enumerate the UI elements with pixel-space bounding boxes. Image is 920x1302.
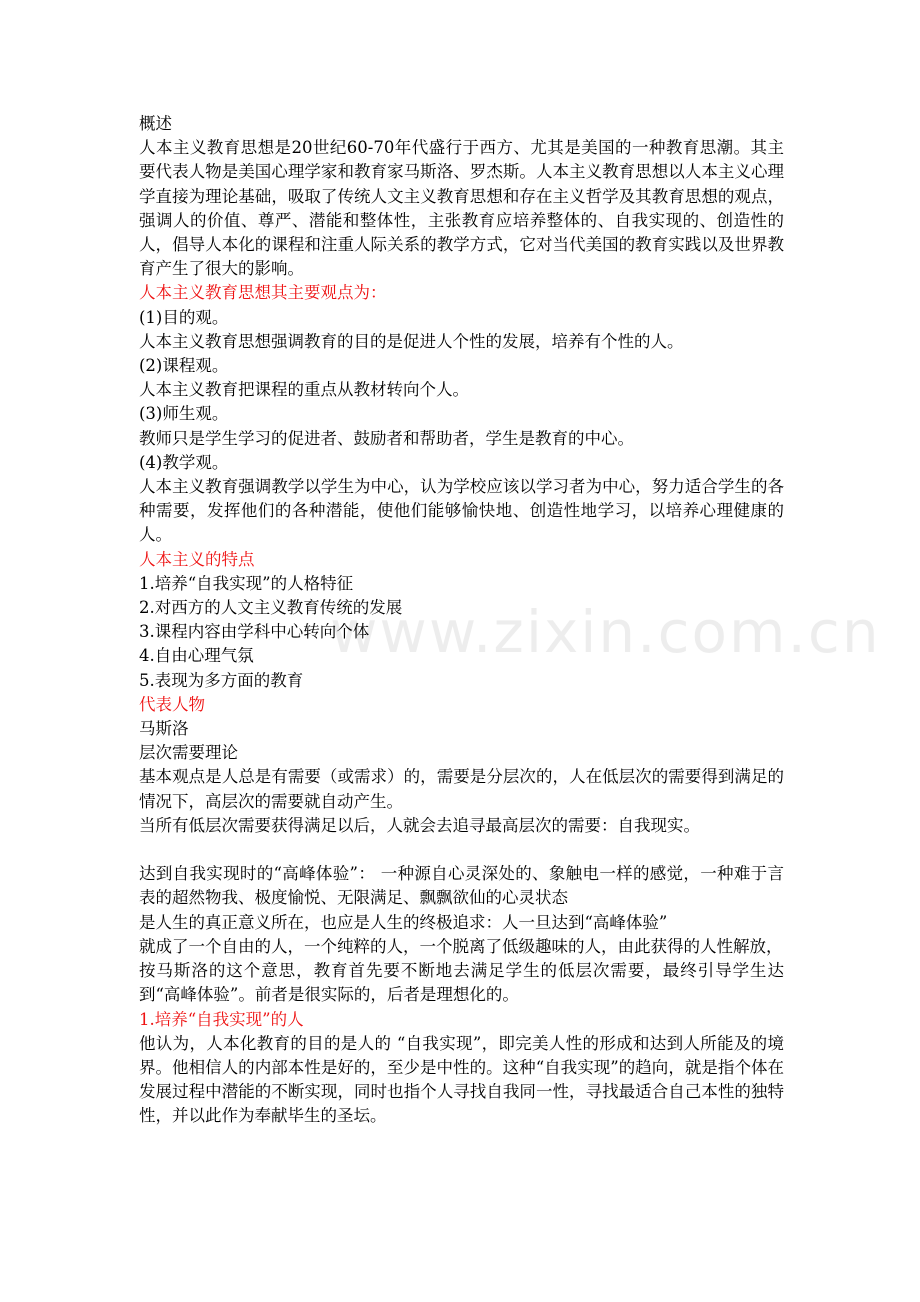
theory-paragraph: 当所有低层次需要获得满足以后，人就会去追寻最高层次的需要：自我现实。 [139,815,700,835]
watermark: www.zixin.com.cn [330,598,881,666]
view-label: (4)教学观。 [139,452,229,472]
section1-heading: 1.培养“自我实现”的人 [139,1009,304,1029]
feature-item: 1.培养“自我实现”的人格特征 [139,573,354,593]
feature-item: 5.表现为多方面的教育 [139,670,304,690]
figures-heading: 代表人物 [139,694,205,714]
feature-item: 2.对西方的人文主义教育传统的发展 [139,598,403,618]
views-heading: 人本主义教育思想其主要观点为： [139,283,387,303]
view-label: (1)目的观。 [139,307,229,327]
section1-body: 他认为，人本化教育的目的是人的 “自我实现”，即完美人性的形成和达到人所能及的境界。他相信人的内部本性是好的，至少是中性的。这种“自我实现”的趋向，就是指个体在发展过程中潜能的不断实现，同时也指个人寻找自我同一性，寻找最适合自己本性的独特性，并以此作为奉献毕生的圣坛。 [139,1033,784,1126]
blank-line [139,838,784,862]
peak-paragraph: 是人生的真正意义所在，也应是人生的终极追求：人一旦达到“高峰体验” [139,912,668,932]
theory-title: 层次需要理论 [139,743,238,763]
peak-paragraph: 达到自我实现时的“高峰体验”： 一种源自心灵深处的、象触电一样的感觉，一种难于言表的超然物我、极度愉悦、无限满足、飘飘欲仙的心灵状态 [139,864,784,908]
view-text: 教师只是学生学习的促进者、鼓励者和帮助者，学生是教育的中心。 [139,428,634,448]
theory-paragraph: 基本观点是人总是有需要（或需求）的，需要是分层次的，人在低层次的需要得到满足的情况下，高层次的需要就自动产生。 [139,767,784,811]
overview-heading: 概述 [139,114,172,133]
peak-paragraph: 就成了一个自由的人，一个纯粹的人，一个脱离了低级趣味的人，由此获得的人性解放， [139,936,783,956]
features-heading: 人本主义的特点 [139,549,255,569]
view-text: 人本主义教育把课程的重点从教材转向个人。 [139,380,469,400]
feature-item: 4.自由心理气氛 [139,646,254,666]
view-label: (2)课程观。 [139,356,229,376]
view-text: 人本主义教育强调教学以学生为中心，认为学校应该以学习者为中心，努力适合学生的各种需要，发挥他们的各种潜能，使他们能够愉快地、创造性地学习，以培养心理健康的人。 [139,477,784,545]
feature-item: 3.课程内容由学科中心转向个体 [139,622,370,642]
view-text: 人本主义教育思想强调教育的目的是促进人个性的发展，培养有个性的人。 [139,331,684,351]
peak-paragraph: 按马斯洛的这个意思，教育首先要不断地去满足学生的低层次需要，最终引导学生达到“高峰体验”。前者是很实际的，后者是理想化的。 [139,961,784,1005]
overview-body: 人本主义教育思想是20世纪60-70年代盛行于西方、尤其是美国的一种教育思潮。其主要代表人物是美国心理学家和教育家马斯洛、罗杰斯。人本主义教育思想以人本主义心理学直接为理论基础，吸取了传统人文主义教育思想和存在主义哲学及其教育思想的观点，强调人的价值、尊严、潜能和整体性，主张教育应培养整体的、自我实现的、创造性的人，倡导人本化的课程和注重人际关系的教学方式，它对当代美国的教育实践以及世界教育产生了很大的影响。 [139,138,784,279]
figure-name: 马斯洛 [139,719,189,739]
view-label: (3)师生观。 [139,404,229,424]
document-page [139,112,784,1129]
